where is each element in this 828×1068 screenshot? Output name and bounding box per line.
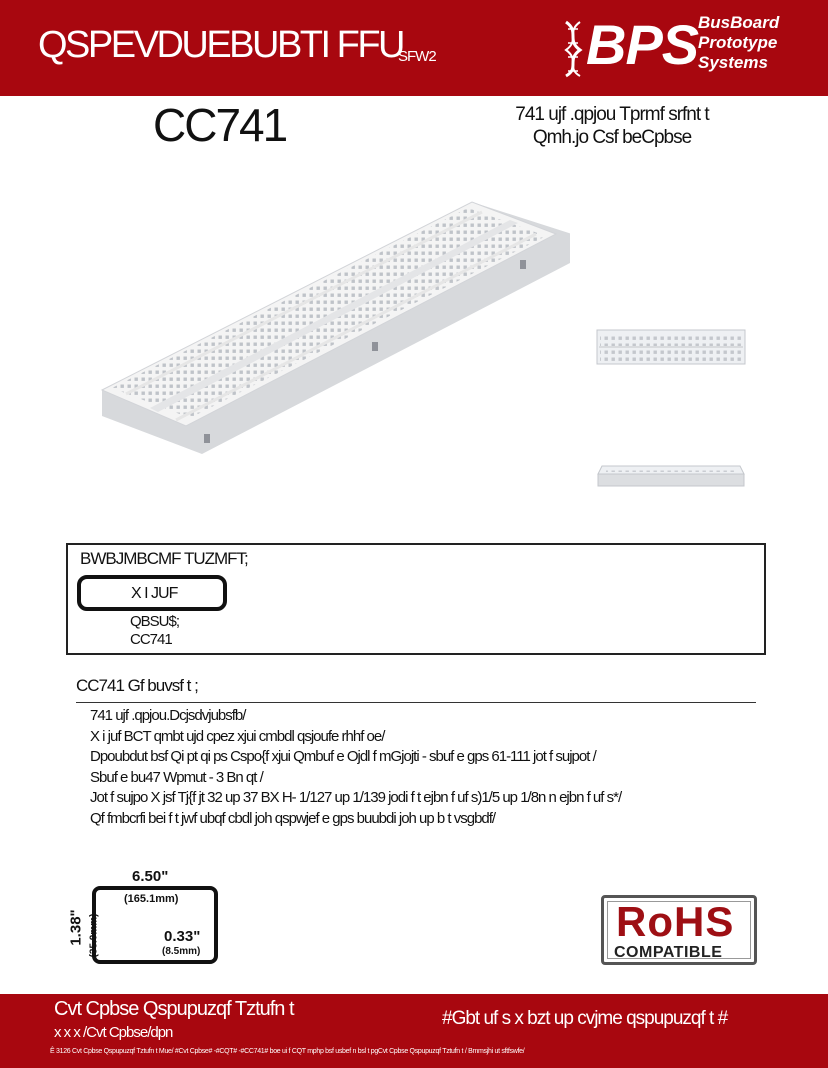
- rohs-title: RoHS: [616, 898, 735, 945]
- dimension-height-mm-wrap: [88, 906, 106, 966]
- feature-item: Sbuf e bu47 Wpmut - 3 Bn qt /: [90, 768, 263, 786]
- feature-item: Qf fmbcrfi bei f t jwf ubqf cbdl joh qspwjef e gps buubdi joh up b t vsgbdf/: [90, 809, 496, 827]
- dimension-height: 1.38": [67, 909, 85, 946]
- logo-line-3: Systems: [698, 53, 768, 72]
- style-option-label: X I JUF: [131, 585, 178, 602]
- document-title: QSPEVDUEBUBTI FFU: [38, 24, 403, 66]
- rohs-badge: [601, 895, 757, 965]
- dimension-width: 6.50": [132, 868, 169, 885]
- header-bar: [0, 0, 828, 96]
- bps-logo: [562, 13, 812, 80]
- style-option-white: [77, 575, 227, 611]
- breadboard-side-view-image: [596, 462, 746, 490]
- features-list: [90, 706, 621, 829]
- model-number: CC741: [153, 99, 287, 151]
- feature-item: Jot f sujpo X jsf Tj{f jt 32 up 37 BX H- 1/127 up 1/139 jodi f t ejbn f uf s)1/5 up 1/8n n ejbn f uf s*/: [90, 789, 622, 806]
- breadboard-main-image: [98, 194, 570, 474]
- part-label: QBSU$;: [130, 613, 180, 630]
- available-styles-box: [66, 543, 766, 655]
- features-divider: [76, 702, 756, 703]
- available-styles-label: BWBJMBCMF TUZMFT;: [80, 549, 248, 568]
- footer-url-link[interactable]: x x x /Cvt Cpbse/dpn: [54, 1024, 173, 1041]
- feature-item: X i juf BCT qmbt ujd cpez xjui cmbdl qsjoufe rhhf oe/: [90, 727, 385, 745]
- footer-bar: [0, 994, 828, 1068]
- subtitle-line-1: 741 ujf .qpjou Tprmf srfnt t: [515, 104, 709, 125]
- feature-item: Dpoubdut bsf Qi pt qi ps Cspo{f xjui Qmbuf e Ojdl f mGjojti - sbuf e gps 61-111 jot f sujpot /: [90, 748, 596, 765]
- rohs-subtitle: COMPATIBLE: [614, 944, 723, 961]
- dimension-width-mm: (165.1mm): [124, 893, 179, 905]
- part-number: CC741: [130, 631, 172, 648]
- logo-line-2: Prototype: [698, 33, 778, 52]
- logo-line-1: BusBoard: [698, 13, 780, 32]
- features-heading: CC741 Gf buvsf t ;: [76, 676, 198, 695]
- footer-tagline: #Gbt uf s x bzt up cvjme qspupuzqf t #: [442, 1008, 728, 1029]
- dimension-depth-mm: (8.5mm): [162, 946, 201, 957]
- dna-helix-icon: [562, 20, 584, 78]
- feature-item: 741 ujf .qpjou.Dcjsdvjubsfb/: [90, 707, 246, 724]
- subtitle-line-2: Qmh.jo Csf beCpbse: [532, 127, 692, 148]
- footer-company: Cvt Cpbse Qspupuzqf Tztufn t: [54, 998, 294, 1020]
- breadboard-top-view-image: [596, 328, 746, 368]
- rohs-badge-inner: [607, 898, 751, 961]
- footer-copyright: Ê 3126 Cvt Cpbse Qspupuzqf Tztufn t Mue/ #Cvt Cpbse# -#CQT# -#CC741# boe ui f CQT mphp bsf usbef n bsl t pgCvt Cpbse Qspupuzqf Tztufn t / Bmmsjhi ut sftfswfe/: [50, 1048, 525, 1055]
- dimension-height-mm: (35.0mm): [88, 913, 100, 958]
- logo-wordmark: BPS: [586, 13, 699, 76]
- dimension-depth: 0.33": [164, 928, 201, 945]
- dimension-diagram: [67, 866, 232, 976]
- revision-label: SFW2: [398, 48, 436, 65]
